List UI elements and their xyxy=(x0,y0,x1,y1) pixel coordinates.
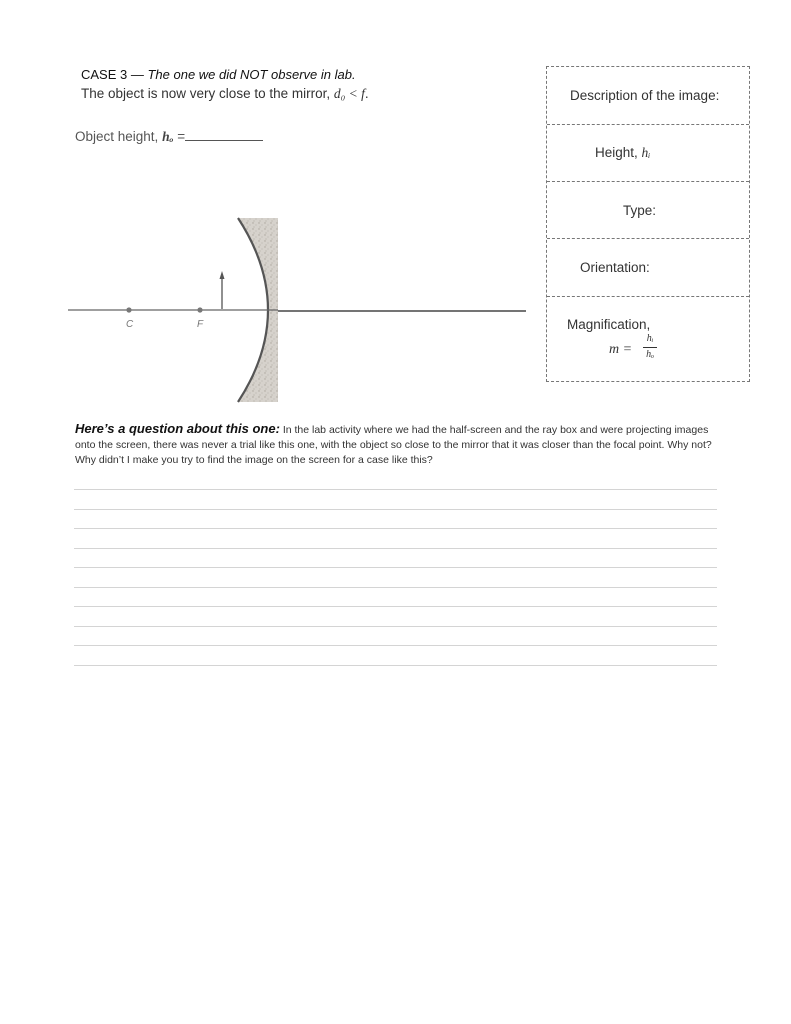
magnification-denominator: hₒ xyxy=(646,349,654,360)
answer-line[interactable] xyxy=(74,665,717,666)
question-block xyxy=(75,421,720,468)
focal-point xyxy=(197,307,202,312)
object-height-blank[interactable] xyxy=(185,128,263,141)
orientation-label: Orientation: xyxy=(580,260,650,275)
answer-line[interactable] xyxy=(74,606,717,607)
case-title-text: The one we did NOT observe in lab. xyxy=(147,67,356,82)
type-label: Type: xyxy=(623,203,657,218)
answer-line[interactable] xyxy=(74,528,717,529)
object-height-label: Object height, xyxy=(75,129,163,144)
orientation-cell[interactable] xyxy=(547,239,749,297)
center-of-curvature-point xyxy=(126,307,131,312)
answer-line[interactable] xyxy=(74,587,717,588)
object-arrow-head xyxy=(220,271,225,279)
answer-line[interactable] xyxy=(74,489,717,490)
description-cell xyxy=(547,67,749,125)
case-subtitle-math: d₀ < f xyxy=(333,86,365,101)
magnification-lhs: m = xyxy=(609,342,633,357)
answer-line[interactable] xyxy=(74,567,717,568)
image-properties-table xyxy=(546,66,750,382)
height-symbol: hᵢ xyxy=(641,145,651,160)
type-cell[interactable] xyxy=(547,182,749,239)
answer-line[interactable] xyxy=(74,626,717,627)
case-subtitle xyxy=(81,86,369,102)
case-subtitle-text: The object is now very close to the mirror, xyxy=(81,86,334,101)
point-f-label: F xyxy=(197,319,204,330)
case-title xyxy=(81,67,356,82)
mirror-diagram xyxy=(60,210,535,410)
point-c-label: C xyxy=(126,319,134,330)
object-height-field xyxy=(75,128,263,145)
height-label-wrap xyxy=(595,145,650,161)
object-height-equals: = xyxy=(173,129,186,144)
answer-line[interactable] xyxy=(74,509,717,510)
height-cell[interactable] xyxy=(547,125,749,182)
magnification-cell[interactable] xyxy=(547,297,749,381)
magnification-fraction-bar xyxy=(643,347,657,348)
case-label: CASE 3 — xyxy=(81,67,148,82)
height-label: Height, xyxy=(595,145,642,160)
magnification-numerator: hᵢ xyxy=(646,333,654,344)
case-subtitle-end: . xyxy=(364,86,369,101)
answer-line[interactable] xyxy=(74,548,717,549)
description-label: Description of the image: xyxy=(570,88,720,103)
question-lead: Here’s a question about this one: xyxy=(75,421,280,436)
object-height-symbol: hₒ xyxy=(162,129,174,144)
answer-line[interactable] xyxy=(74,645,717,646)
magnification-label: Magnification, xyxy=(567,317,651,332)
question-body: In the lab activity where we had the half-screen and the ray box and were projecting images onto the screen, there was never a trial like this one, with the object so close to the mirror that it was closer than the focal point. Why not? Why didn’t I make you try to find the image on the screen for a case like this? xyxy=(75,424,712,466)
